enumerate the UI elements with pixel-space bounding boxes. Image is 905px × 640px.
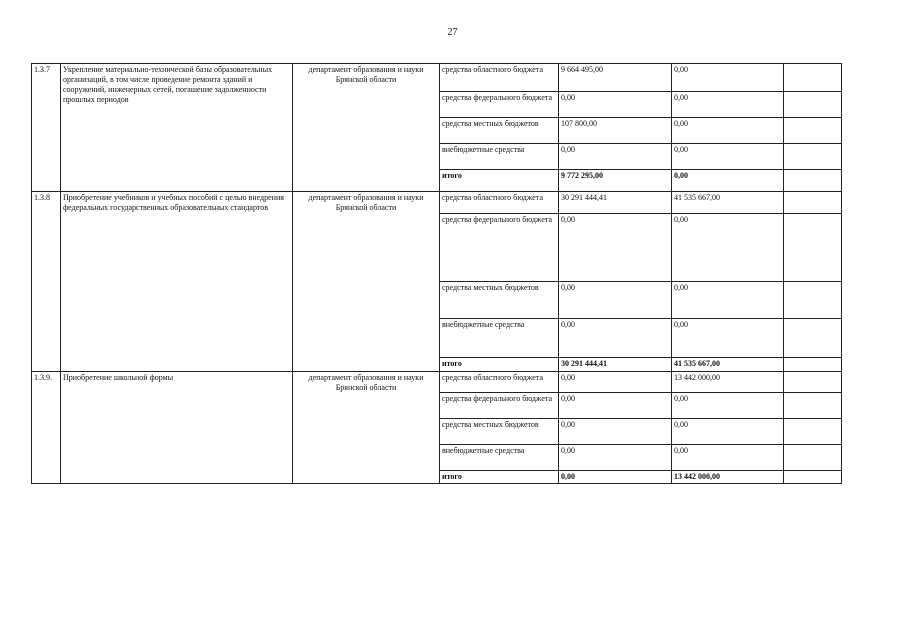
amount-col-3 (784, 192, 842, 214)
amount-col-1: 0,00 (559, 282, 672, 319)
amount-col-2: 13 442 000,00 (672, 372, 784, 393)
funding-source-label: итого (440, 471, 559, 484)
amount-col-2: 0,00 (672, 170, 784, 192)
funding-source-label: средства федерального бюджета (440, 92, 559, 118)
amount-col-1: 0,00 (559, 445, 672, 471)
amount-col-1: 0,00 (559, 419, 672, 445)
amount-col-2: 0,00 (672, 445, 784, 471)
table-row (32, 64, 842, 92)
amount-col-1: 107 800,00 (559, 118, 672, 144)
funding-source-label: средства местных бюджетов (440, 118, 559, 144)
amount-col-2: 41 535 667,00 (672, 358, 784, 372)
item-executor: департамент образования и науки Брянской области (293, 64, 440, 192)
item-title: Укрепление материально-технической базы образовательных организаций, в том числе проведение ремонта зданий и сооружений, инженерных сетей, погашение задолженности прошлых периодов (61, 64, 293, 192)
amount-col-1: 30 291 444,41 (559, 192, 672, 214)
table-row (32, 372, 842, 393)
amount-col-3 (784, 144, 842, 170)
amount-col-3 (784, 372, 842, 393)
amount-col-3 (784, 358, 842, 372)
item-executor: департамент образования и науки Брянской области (293, 192, 440, 372)
amount-col-3 (784, 319, 842, 358)
amount-col-3 (784, 64, 842, 92)
funding-source-label: средства областного бюджета (440, 372, 559, 393)
amount-col-1: 0,00 (559, 144, 672, 170)
funding-source-label: средства областного бюджета (440, 64, 559, 92)
funding-source-label: средства федерального бюджета (440, 214, 559, 282)
table-row (32, 192, 842, 214)
amount-col-3 (784, 92, 842, 118)
amount-col-1: 0,00 (559, 319, 672, 358)
amount-col-2: 0,00 (672, 118, 784, 144)
amount-col-1: 9 772 295,00 (559, 170, 672, 192)
amount-col-2: 0,00 (672, 214, 784, 282)
funding-source-label: итого (440, 170, 559, 192)
item-code: 1.3.8 (32, 192, 61, 372)
amount-col-2: 0,00 (672, 393, 784, 419)
amount-col-2: 0,00 (672, 319, 784, 358)
amount-col-3 (784, 118, 842, 144)
amount-col-3 (784, 170, 842, 192)
amount-col-3 (784, 393, 842, 419)
funding-source-label: средства областного бюджета (440, 192, 559, 214)
item-title: Приобретение учебников и учебных пособий с целью внедрения федеральных государственных образовательных стандартов (61, 192, 293, 372)
amount-col-2: 41 535 667,00 (672, 192, 784, 214)
amount-col-2: 0,00 (672, 419, 784, 445)
amount-col-1: 0,00 (559, 471, 672, 484)
funding-source-label: внебюджетные средства (440, 144, 559, 170)
amount-col-3 (784, 471, 842, 484)
item-code: 1.3.9. (32, 372, 61, 484)
page-number: 27 (447, 27, 458, 38)
item-title: Приобретение школьной формы (61, 372, 293, 484)
amount-col-1: 0,00 (559, 214, 672, 282)
amount-col-3 (784, 214, 842, 282)
funding-source-label: внебюджетные средства (440, 319, 559, 358)
amount-col-1: 0,00 (559, 372, 672, 393)
funding-source-label: внебюджетные средства (440, 445, 559, 471)
amount-col-1: 9 664 495,00 (559, 64, 672, 92)
amount-col-3 (784, 445, 842, 471)
amount-col-2: 0,00 (672, 282, 784, 319)
amount-col-3 (784, 282, 842, 319)
funding-source-label: средства местных бюджетов (440, 419, 559, 445)
amount-col-2: 0,00 (672, 92, 784, 118)
amount-col-2: 0,00 (672, 64, 784, 92)
amount-col-1: 0,00 (559, 92, 672, 118)
amount-col-1: 30 291 444,41 (559, 358, 672, 372)
funding-source-label: итого (440, 358, 559, 372)
item-code: 1.3.7 (32, 64, 61, 192)
amount-col-3 (784, 419, 842, 445)
budget-table (31, 63, 842, 484)
amount-col-1: 0,00 (559, 393, 672, 419)
amount-col-2: 13 442 000,00 (672, 471, 784, 484)
funding-source-label: средства федерального бюджета (440, 393, 559, 419)
funding-source-label: средства местных бюджетов (440, 282, 559, 319)
amount-col-2: 0,00 (672, 144, 784, 170)
item-executor: департамент образования и науки Брянской области (293, 372, 440, 484)
